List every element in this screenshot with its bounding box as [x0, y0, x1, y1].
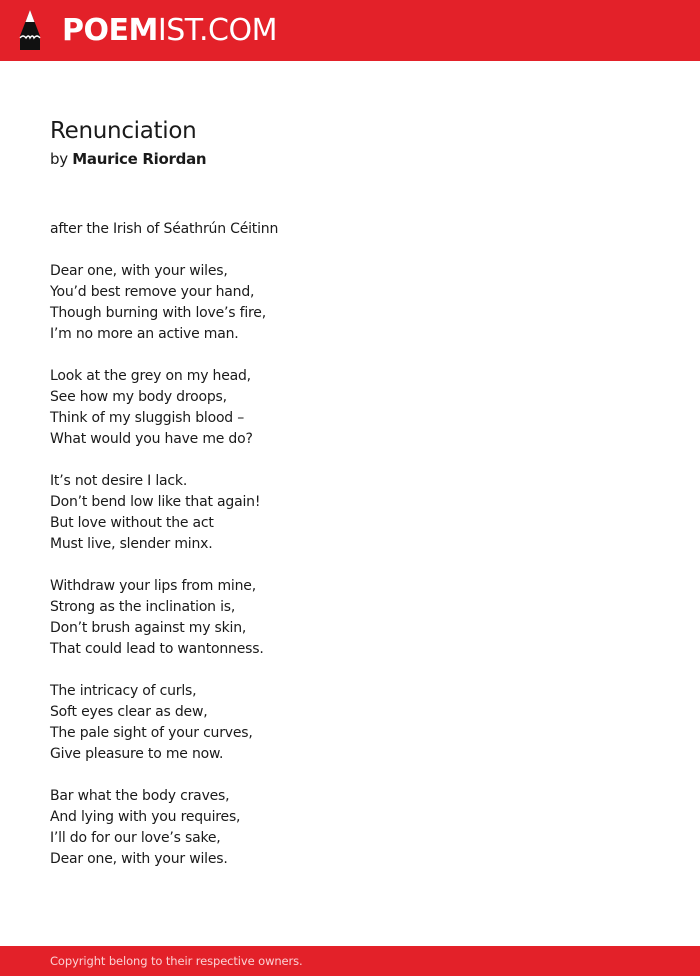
poem-line: The pale sight of your curves, [50, 725, 253, 741]
stanza-3 [50, 471, 650, 555]
stanza-6 [50, 786, 650, 870]
site-logo[interactable] [62, 11, 277, 51]
logo-text-light: IST.COM [157, 13, 277, 48]
stanza-5 [50, 681, 650, 765]
poem-line: And lying with you requires, [50, 809, 241, 825]
poem-line: Don’t bend low like that again! [50, 494, 261, 510]
poem-line: Don’t brush against my skin, [50, 620, 247, 636]
poem-line: Look at the grey on my head, [50, 368, 251, 384]
poem-line: I’ll do for our love’s sake, [50, 830, 221, 846]
poem-line: Though burning with love’s fire, [50, 305, 266, 321]
stanza-2 [50, 366, 650, 450]
site-footer [0, 946, 700, 976]
pen-nib-logo-icon[interactable] [17, 9, 43, 51]
logo-text-bold: POEM [62, 13, 158, 48]
poem-body [50, 219, 650, 891]
by-label: by [50, 150, 68, 168]
poem-line: It’s not desire I lack. [50, 473, 188, 489]
poem-line: Strong as the inclination is, [50, 599, 236, 615]
poem-line: Give pleasure to me now. [50, 746, 224, 762]
stanza-4 [50, 576, 650, 660]
poem-line: Think of my sluggish blood – [50, 410, 245, 426]
poem-line: Withdraw your lips from mine, [50, 578, 256, 594]
poem-line: But love without the act [50, 515, 214, 531]
poem-line: I’m no more an active man. [50, 326, 239, 342]
poem-line: Dear one, with your wiles. [50, 851, 228, 867]
epigraph-line: after the Irish of Séathrún Céitinn [50, 221, 279, 237]
poem-line: Must live, slender minx. [50, 536, 213, 552]
poem-line: You’d best remove your hand, [50, 284, 255, 300]
stanza-1 [50, 261, 650, 345]
site-header [0, 0, 700, 61]
copyright-text: Copyright belong to their respective owners. [50, 954, 303, 968]
poem-line: That could lead to wantonness. [50, 641, 264, 657]
poem-line: What would you have me do? [50, 431, 253, 447]
poem-line: Bar what the body craves, [50, 788, 230, 804]
poem-title: Renunciation [50, 118, 197, 144]
poem-byline [50, 148, 206, 170]
poem-line: Soft eyes clear as dew, [50, 704, 208, 720]
poem-epigraph [50, 219, 650, 240]
poem-line: The intricacy of curls, [50, 683, 197, 699]
poem-line: See how my body droops, [50, 389, 227, 405]
poem-author: Maurice Riordan [72, 150, 207, 168]
poem-line: Dear one, with your wiles, [50, 263, 228, 279]
